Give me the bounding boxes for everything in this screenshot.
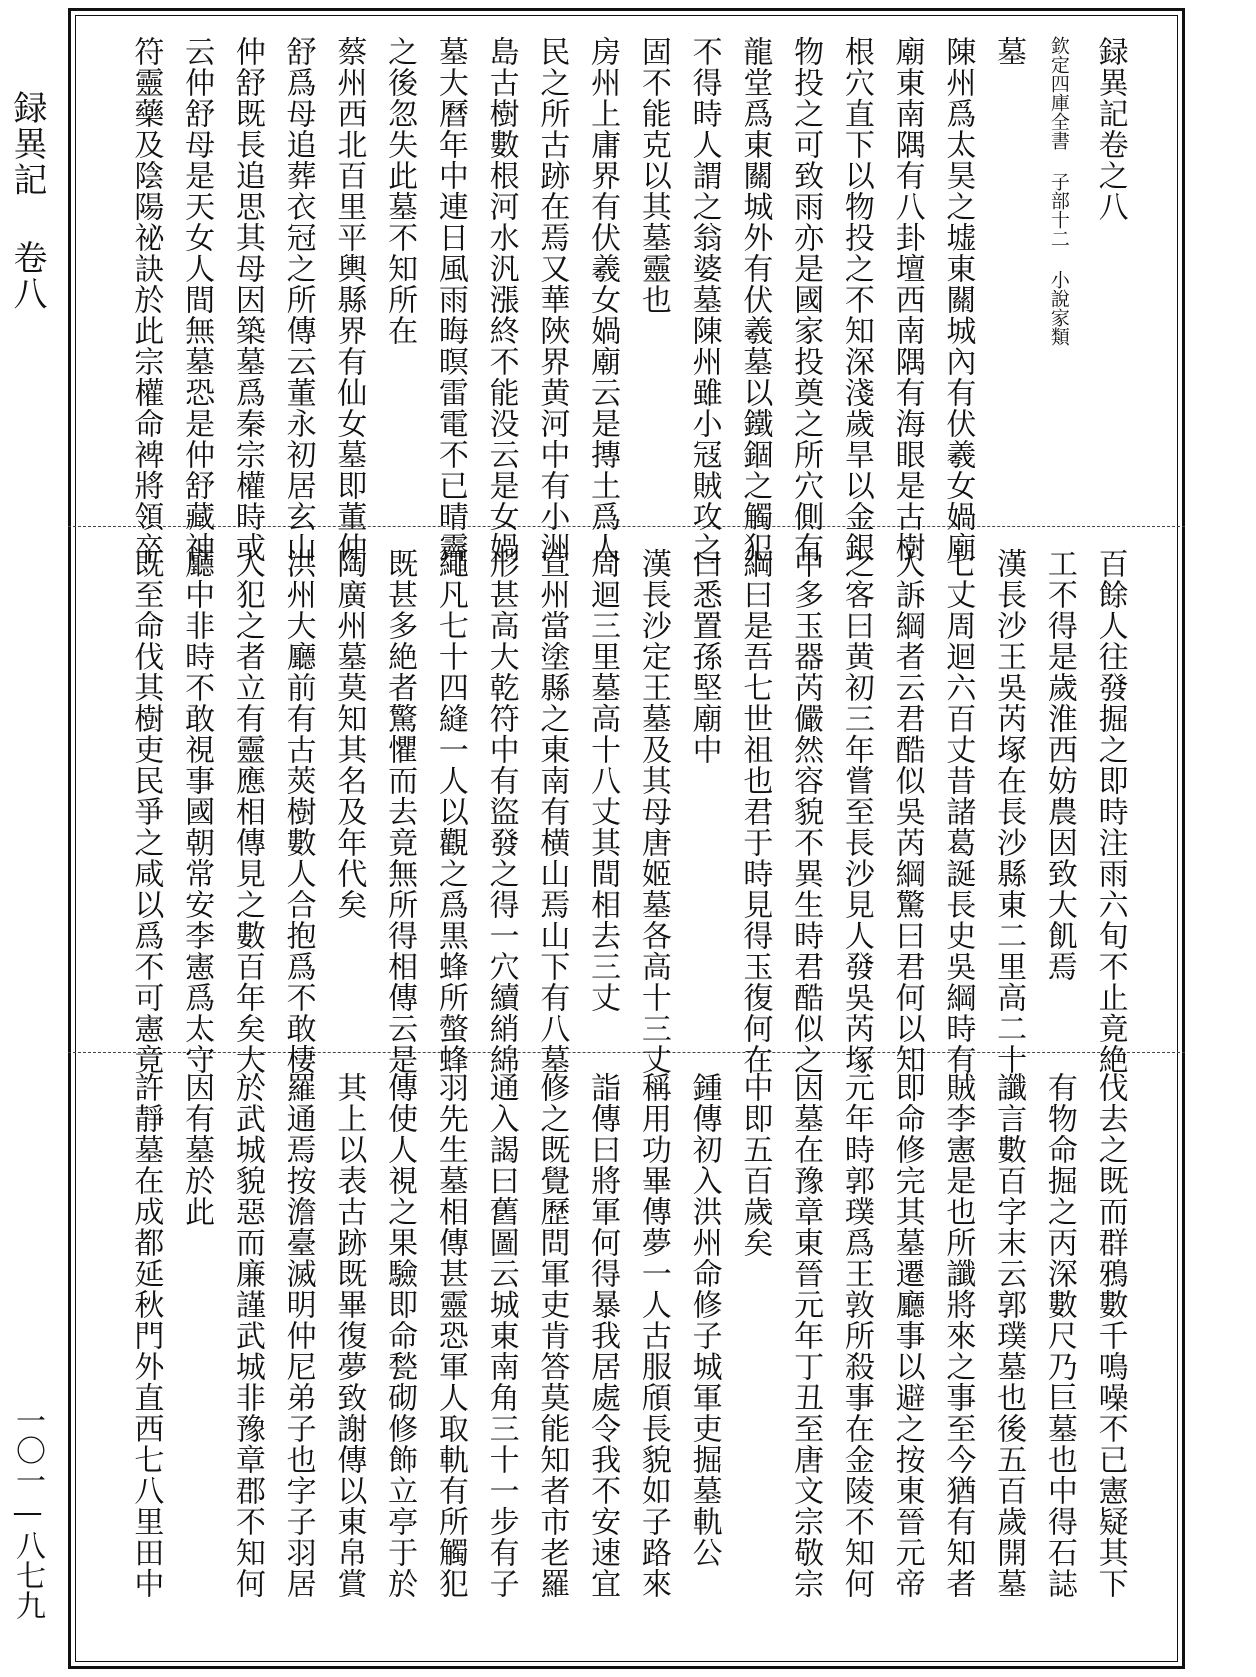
text-column: 有物命掘之丙深數尺乃巨墓也中得石誌 xyxy=(1041,1072,1077,1599)
text-column: 民之所古跡在焉又華陜界黄河中有小洲 xyxy=(534,36,570,563)
text-column: 稱用功畢傳夢一人古服頎長貌如子路來 xyxy=(635,1072,671,1599)
margin-page-number: 一〇一—八七九 xyxy=(10,1405,45,1620)
text-column: 不得時人謂之翁婆墓陳州雖小冦賊攻之 xyxy=(686,36,722,563)
text-column: 詣傳曰將軍何得暴我居處令我不安速宜 xyxy=(585,1072,621,1599)
text-column: 宣州當塗縣之東南有横山焉山下有八墓 xyxy=(534,548,570,1075)
text-column: 中即五百歲矣 xyxy=(737,1072,773,1258)
text-column: 陶廣州墓莫知其名及年代矣 xyxy=(331,548,367,920)
text-column: 符靈藥及陰陽祕訣於此宗權命裨將領卒 xyxy=(128,36,164,563)
text-column: 綱曰是吾七世祖也君于時見得玉復何在 xyxy=(737,548,773,1075)
text-column: 之客曰黄初三年嘗至長沙見人發吳芮塚 xyxy=(838,548,874,1075)
text-column: 房州上庸界有伏羲女媧廟云是摶土爲人 xyxy=(585,36,621,563)
text-column: 讖言數百字末云郭璞墓也後五百歲開墓 xyxy=(991,1072,1027,1599)
text-column: 舒爲母追葬衣冠之所傳云董永初居玄山 xyxy=(280,36,316,563)
margin-title: 録異記 卷八 xyxy=(7,90,47,312)
text-column: 傳使人視之果驗即命甃砌修飾立亭于於 xyxy=(382,1072,418,1599)
text-column: 云仲舒母是天女人間無墓恐是仲舒藏神 xyxy=(179,36,215,563)
text-column: 廳中非時不敢視事國朝常安李憲爲太守 xyxy=(179,548,215,1075)
text-column: 墓 xyxy=(991,36,1027,67)
text-column: 羽先生墓相傳甚靈恐軍人取軌有所觸犯 xyxy=(432,1072,468,1599)
text-column: 其上以表古跡既畢復夢致謝傳以東帛賞 xyxy=(331,1072,367,1599)
text-column: 漢長沙定王墓及其母唐姬墓各高十三丈 xyxy=(635,548,671,1075)
text-column: 既至命伐其樹吏民爭之咸以爲不可憲竟 xyxy=(128,548,164,1075)
text-block-bottom xyxy=(120,1072,1135,1599)
text-column: 仲舒既長追思其母因築墓爲秦宗權時或 xyxy=(229,36,265,563)
text-column: 龍堂爲東關城外有伏羲墓以鐵錮之觸犯 xyxy=(737,36,773,563)
text-column: 蔡州西北百里平輿縣界有仙女墓即董仲 xyxy=(331,36,367,563)
text-column: 修之既覺歷問軍吏肯答莫能知者市老羅 xyxy=(534,1072,570,1599)
text-column: 漢長沙王吳芮塚在長沙縣東二里高二十 xyxy=(991,548,1027,1075)
text-column: 廟東南隅有八卦壇西南隅有海眼是古樹 xyxy=(889,36,925,563)
text-column: 羅通焉按澹臺滅明仲尼弟子也字子羽居 xyxy=(280,1072,316,1599)
text-column: 録異記卷之八 xyxy=(1092,36,1128,222)
text-column: 七丈周迴六百丈昔諸葛誕長史吳綱時有 xyxy=(940,548,976,1075)
text-column: 人訴綱者云君酷似吳芮綱驚曰君何以知 xyxy=(889,548,925,1075)
text-column: 洪州大廳前有古莢樹數人合抱爲不敢棲 xyxy=(280,548,316,1075)
text-column: 陳州爲太昊之墟東關城內有伏羲女媧廟 xyxy=(940,36,976,563)
text-column: 因有墓於此 xyxy=(179,1072,215,1227)
text-block-top xyxy=(120,36,1135,563)
text-column: 欽定四庫全書 子部十二 小說家類 xyxy=(1047,36,1070,346)
text-column: 物投之可致雨亦是國家投奠之所穴側有 xyxy=(788,36,824,563)
text-column: 於武城貌惡而廉謹武城非豫章郡不知何 xyxy=(229,1072,265,1599)
text-column: 中多玉器芮儼然容貌不異生時君酷似之 xyxy=(788,548,824,1075)
text-column: 元年時郭璞爲王敦所殺事在金陵不知何 xyxy=(838,1072,874,1599)
text-column: 賊李憲是也所讖將來之事至今猶有知者 xyxy=(940,1072,976,1599)
text-column: 鍾傳初入洪州命修子城軍吏掘墓軌公 xyxy=(686,1072,722,1568)
text-column: 周迴三里墓高十八丈其間相去三丈 xyxy=(585,548,621,1013)
text-block-middle xyxy=(120,548,1135,1075)
text-column: 因墓在豫章東晉元年丁丑至唐文宗敬宗 xyxy=(788,1072,824,1599)
text-column: 人犯之者立有靈應相傳見之數百年矣大 xyxy=(229,548,265,1075)
text-column: 即命修完其墓遷廳事以避之按東晉元帝 xyxy=(889,1072,925,1599)
text-column: 百餘人往發掘之即時注雨六旬不止竟絶 xyxy=(1092,548,1128,1075)
text-column: 工不得是歲淮西妨農因致大飢焉 xyxy=(1041,548,1077,982)
text-column: 固不能克以其墓靈也 xyxy=(635,36,671,315)
text-column: 根穴直下以物投之不知深淺歲旱以金銀 xyxy=(838,36,874,563)
text-column: 形甚高大乾符中有盜發之得一穴續綃綿 xyxy=(483,548,519,1075)
text-column: 墓大曆年中連日風雨晦暝雷電不已晴霽 xyxy=(432,36,468,563)
text-column: 既甚多絶者驚懼而去竟無所得相傳云是 xyxy=(382,548,418,1075)
text-column: 許靜墓在成都延秋門外直西七八里田中 xyxy=(128,1072,164,1599)
text-column: 島古樹數根河水汎漲終不能没云是女媧 xyxy=(483,36,519,563)
text-column: 通入謁曰舊圖云城東南角三十一步有子 xyxy=(483,1072,519,1599)
text-column: 之後忽失此墓不知所在 xyxy=(382,36,418,346)
text-column: 伐去之既而群鴉數千鳴噪不已憲疑其下 xyxy=(1092,1072,1128,1599)
text-column: 繩凡七十四縫一人以觀之爲黒蜂所螫蜂 xyxy=(432,548,468,1075)
text-column: 曰悉置孫堅廟中 xyxy=(686,548,722,765)
